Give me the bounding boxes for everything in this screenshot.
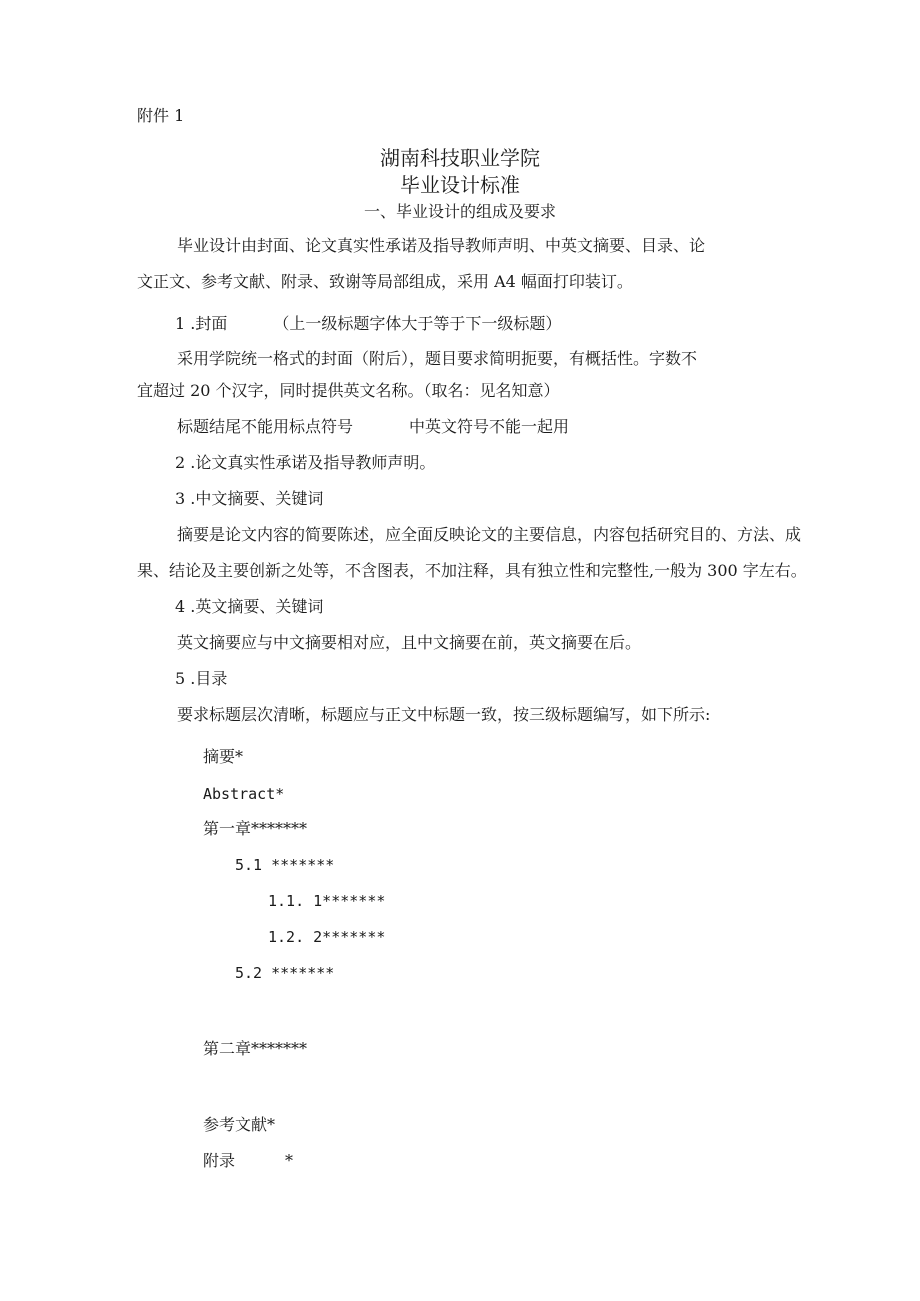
intro-line-2: 文正文、参考文献、附录、致谢等局部组成，采用 A4 幅面打印装订。 [137, 272, 633, 291]
toc-chapter-2: 第二章******* [203, 1039, 308, 1058]
toc-appendix [203, 1151, 293, 1171]
cover-body-2: 宜超过 20 个汉字，同时提供英文名称。（取名：见名知意） [137, 381, 560, 400]
toc-abstract-en: Abstract* [203, 785, 285, 803]
toc-subsection-1-1: 1.1. 1******* [268, 892, 386, 910]
cover-heading-text: 1 .封面 [175, 314, 228, 333]
document-title: 毕业设计标准 [400, 173, 520, 197]
cn-abstract-heading: 3 .中文摘要、关键词 [175, 489, 324, 508]
toc-heading: 5 .目录 [175, 669, 228, 688]
school-name: 湖南科技职业学院 [380, 146, 540, 170]
section-heading: 一、毕业设计的组成及要求 [363, 202, 556, 221]
cover-tip-1: 标题结尾不能用标点符号 [177, 417, 354, 436]
en-abstract-body: 英文摘要应与中文摘要相对应，且中文摘要在前，英文摘要在后。 [177, 633, 642, 652]
cn-abstract-body-1: 摘要是论文内容的简要陈述，应全面反映论文的主要信息，内容包括研究目的、方法、成 [177, 525, 802, 544]
cover-tips [177, 417, 569, 437]
toc-abstract-cn: 摘要* [203, 747, 244, 766]
toc-section-5-1: 5.1 ******* [235, 856, 335, 874]
toc-chapter-1: 第一章******* [203, 819, 308, 838]
cover-heading [175, 314, 561, 334]
cover-tip-2: 中英文符号不能一起用 [409, 417, 570, 436]
en-abstract-heading: 4 .英文摘要、关键词 [175, 597, 324, 616]
toc-references: 参考文献* [203, 1115, 276, 1134]
cover-heading-note: （上一级标题字体大于等于下一级标题） [273, 314, 562, 333]
pledge-heading: 2 .论文真实性承诺及指导教师声明。 [175, 453, 436, 472]
toc-appendix-label: 附录 [203, 1151, 236, 1170]
toc-section-5-2: 5.2 ******* [235, 964, 335, 982]
intro-line-1: 毕业设计由封面、论文真实性承诺及指导教师声明、中英文摘要、目录、论 [177, 236, 706, 255]
cover-body-1: 采用学院统一格式的封面（附后），题目要求简明扼要，有概括性。字数不 [177, 349, 698, 368]
toc-appendix-star: * [285, 1151, 294, 1170]
toc-body: 要求标题层次清晰，标题应与正文中标题一致，按三级标题编写，如下所示: [177, 705, 711, 724]
cn-abstract-body-2: 果、结论及主要创新之处等，不含图表，不加注释，具有独立性和完整性,一般为 300 字左右。 [137, 561, 807, 580]
attachment-label: 附件 1 [137, 106, 185, 125]
toc-subsection-1-2: 1.2. 2******* [268, 928, 386, 946]
